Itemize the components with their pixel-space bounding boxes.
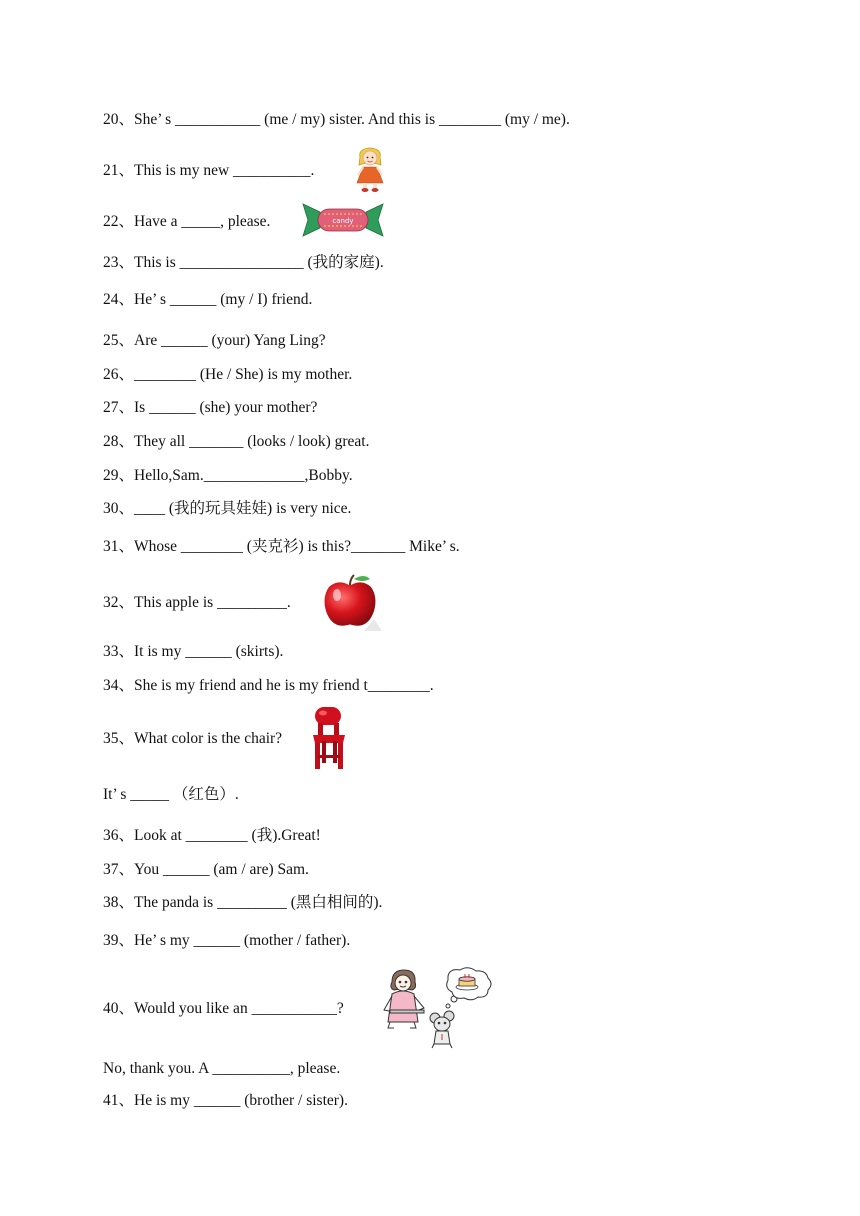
question-22: 22、Have a _____, please. xyxy=(103,213,271,230)
question-41: 41、He is my ______ (brother / sister). xyxy=(103,1092,348,1109)
question-30: 30、____ (我的玩具娃娃) is very nice. xyxy=(103,500,352,517)
question-36: 36、Look at ________ (我).Great! xyxy=(103,827,321,844)
apple-picture xyxy=(320,573,382,631)
question-35: 35、What color is the chair? xyxy=(103,730,283,747)
question-34: 34、She is my friend and he is my friend t________. xyxy=(103,677,434,694)
question-20: 20、She’ s ___________ (me / my) sister. And this is ________ (my / me). xyxy=(103,111,570,128)
candy-picture xyxy=(300,202,386,238)
question-35-answer: It’ s _____ （红色）. xyxy=(103,786,239,803)
doll-picture xyxy=(350,145,390,193)
question-21: 21、This is my new __________. xyxy=(103,162,315,179)
question-31: 31、Whose ________ (夹克衫) is this?_______ Mike’ s. xyxy=(103,538,460,555)
question-40-answer: No, thank you. A __________, please. xyxy=(103,1060,341,1077)
mother-cake-mouse-picture xyxy=(380,966,498,1050)
question-24: 24、He’ s ______ (my / I) friend. xyxy=(103,291,313,308)
chair-picture xyxy=(308,705,350,771)
question-29: 29、Hello,Sam._____________,Bobby. xyxy=(103,467,353,484)
question-27: 27、Is ______ (she) your mother? xyxy=(103,399,318,416)
candy-label: candy xyxy=(332,217,354,225)
question-33: 33、It is my ______ (skirts). xyxy=(103,643,284,660)
question-40: 40、Would you like an ___________? xyxy=(103,1000,344,1017)
question-37: 37、You ______ (am / are) Sam. xyxy=(103,861,309,878)
question-26: 26、________ (He / She) is my mother. xyxy=(103,366,353,383)
question-39: 39、He’ s my ______ (mother / father). xyxy=(103,932,351,949)
question-38: 38、The panda is _________ (黑白相间的). xyxy=(103,894,383,911)
question-25: 25、Are ______ (your) Yang Ling? xyxy=(103,332,326,349)
question-23: 23、This is ________________ (我的家庭). xyxy=(103,254,384,271)
question-32: 32、This apple is _________. xyxy=(103,594,291,611)
question-28: 28、They all _______ (looks / look) great. xyxy=(103,433,370,450)
